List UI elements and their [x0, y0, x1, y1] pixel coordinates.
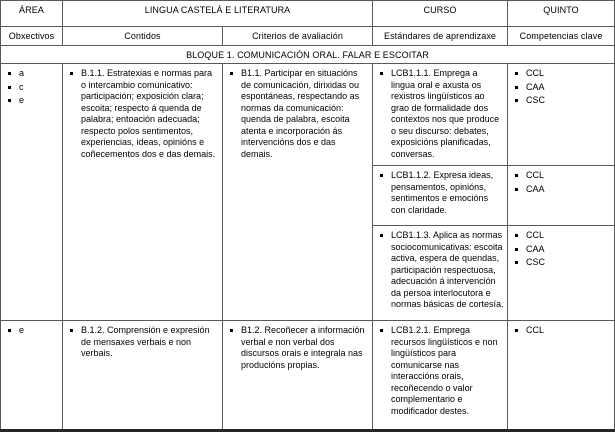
- bullet-text: CCL: [526, 170, 545, 180]
- bullet-text: CCL: [526, 68, 545, 78]
- objectives-list: [4, 325, 59, 337]
- bullet-item: [66, 68, 219, 160]
- bullet-text: B.1.2. Comprensión e expresión de mensaxes verbais e non verbais.: [81, 325, 210, 358]
- competences-column-header: Competencias clave: [508, 27, 615, 46]
- square-bullet-icon: [230, 72, 233, 75]
- competences-list: [511, 230, 611, 269]
- square-bullet-icon: [380, 72, 383, 75]
- curso-value-cell: QUINTO: [508, 1, 615, 27]
- row2-contents-cell: [63, 321, 223, 431]
- contents-list: [66, 68, 219, 160]
- bullet-text: LCB1.1.2. Expresa ideas, pensamentos, opinións, sentimentos e emocións con claridade.: [391, 170, 494, 215]
- bullet-item: [226, 325, 369, 371]
- square-bullet-icon: [70, 72, 73, 75]
- square-bullet-icon: [8, 99, 11, 102]
- square-bullet-icon: [380, 174, 383, 177]
- bullet-text: CSC: [526, 95, 546, 105]
- bullet-text: a: [19, 68, 25, 78]
- bullet-text: c: [19, 81, 24, 92]
- square-bullet-icon: [70, 329, 73, 332]
- bullet-item: [376, 68, 504, 160]
- square-bullet-icon: [515, 174, 518, 177]
- square-bullet-icon: [8, 72, 11, 75]
- bullet-text: LCB1.1.1. Emprega a lingua oral e axusta os rexistros lingüísticos ao grao de formalidade dos contextos nos que produce o seu discurso: debates, exposicións planificadas, conversas.: [391, 68, 500, 159]
- bullet-item: [4, 68, 59, 80]
- bullet-item: [4, 82, 59, 94]
- standard-text-list: [376, 170, 504, 216]
- area-label-cell: ÁREA: [1, 1, 63, 27]
- table-row: [1, 64, 615, 166]
- bullet-item: [66, 325, 219, 360]
- bullet-item: [511, 184, 611, 196]
- competences-list: [511, 325, 611, 337]
- bullet-item: [511, 244, 611, 256]
- square-bullet-icon: [515, 86, 518, 89]
- standard-text-list: [376, 68, 504, 160]
- bullet-item: [511, 257, 611, 269]
- block-title-cell: BLOQUE 1. COMUNICACIÓN ORAL. FALAR E ESCOITAR: [1, 46, 615, 64]
- square-bullet-icon: [515, 72, 518, 75]
- objectives-list: [4, 68, 59, 107]
- bullet-item: [376, 170, 504, 216]
- criteria-list: [226, 325, 369, 371]
- bullet-item: [511, 325, 611, 337]
- criteria-list: [226, 68, 369, 160]
- competences-list: [511, 68, 611, 107]
- square-bullet-icon: [230, 329, 233, 332]
- competences-lcb111-cell: [508, 64, 615, 166]
- bullet-item: [511, 95, 611, 107]
- bullet-text: B1.2. Recoñecer a información verbal e non verbal dos discursos orais e integrala nas producións propias.: [241, 325, 365, 370]
- row1-contents-cell: [63, 64, 223, 321]
- row2-objectives-cell: [1, 321, 63, 431]
- square-bullet-icon: [8, 86, 11, 89]
- bullet-item: [511, 82, 611, 94]
- square-bullet-icon: [515, 261, 518, 264]
- bullet-text: B.1.1. Estratexias e normas para o intercambio comunicativo: participación; exposición clara; escoita; respecto á quenda de palabra; entoación adecuada; respecto polos sentimentos, experiencias, ideas, opinións e coñecementos dos e das demais.: [81, 68, 216, 159]
- bullet-text: CCL: [526, 325, 545, 335]
- bullet-text: e: [19, 325, 25, 335]
- bullet-item: [226, 68, 369, 160]
- bullet-text: LCB1.1.3. Aplica as normas sociocomunicativas: escoita activa, espera de quendas, participación respectuosa, adecuación á intervención da persoa interlocutora e normas básicas de cortesía.: [391, 230, 504, 309]
- contents-column-header: Contidos: [63, 27, 223, 46]
- bullet-text: CAA: [526, 243, 545, 254]
- subject-title-cell: LINGUA CASTELÁ E LITERATURA: [63, 1, 373, 27]
- square-bullet-icon: [515, 248, 518, 251]
- bullet-text: e: [19, 95, 25, 105]
- bullet-item: [511, 170, 611, 182]
- bullet-text: LCB1.2.1. Emprega recursos lingüísticos e non lingüísticos para comunicarse nas interaccións orais, recoñecendo o valor complementario e modificador destes.: [391, 325, 498, 416]
- standard-text-list: [376, 325, 504, 417]
- bullet-text: CSC: [526, 257, 546, 267]
- bullet-text: CCL: [526, 230, 545, 240]
- square-bullet-icon: [515, 188, 518, 191]
- competences-lcb121-cell: [508, 321, 615, 431]
- standard-lcb121-cell: [373, 321, 508, 431]
- block-title-row: [1, 46, 615, 64]
- square-bullet-icon: [380, 234, 383, 237]
- bullet-text: CAA: [526, 183, 545, 194]
- table-header-row-1: [1, 1, 615, 27]
- bullet-item: [376, 325, 504, 417]
- criteria-column-header: Criterios de avaliación: [223, 27, 373, 46]
- contents-list: [66, 325, 219, 360]
- standard-lcb112-cell: [373, 166, 508, 226]
- standard-lcb111-cell: [373, 64, 508, 166]
- square-bullet-icon: [515, 99, 518, 102]
- square-bullet-icon: [515, 234, 518, 237]
- table-header-row-2: [1, 27, 615, 46]
- objectives-column-header: Obxectivos: [1, 27, 63, 46]
- curso-label-cell: CURSO: [373, 1, 508, 27]
- bullet-item: [376, 230, 504, 311]
- row1-criteria-cell: [223, 64, 373, 321]
- row1-objectives-cell: [1, 64, 63, 321]
- competences-list: [511, 170, 611, 195]
- bullet-text: CAA: [526, 81, 545, 92]
- table-row: [1, 321, 615, 431]
- competences-lcb113-cell: [508, 226, 615, 321]
- square-bullet-icon: [380, 329, 383, 332]
- square-bullet-icon: [8, 329, 11, 332]
- bullet-item: [511, 230, 611, 242]
- bullet-item: [4, 325, 59, 337]
- standard-lcb113-cell: [373, 226, 508, 321]
- square-bullet-icon: [515, 329, 518, 332]
- bullet-text: B1.1. Participar en situacións de comunicación, dirixidas ou espontáneas, respectando as normas da comunicación: quenda de palabra, escoita atenta e incorporación ás intervencións dos e das demais.: [241, 68, 360, 159]
- row2-criteria-cell: [223, 321, 373, 431]
- bullet-item: [511, 68, 611, 80]
- standards-column-header: Estándares de aprendizaxe: [373, 27, 508, 46]
- standard-text-list: [376, 230, 504, 311]
- competences-lcb112-cell: [508, 166, 615, 226]
- bullet-item: [4, 95, 59, 107]
